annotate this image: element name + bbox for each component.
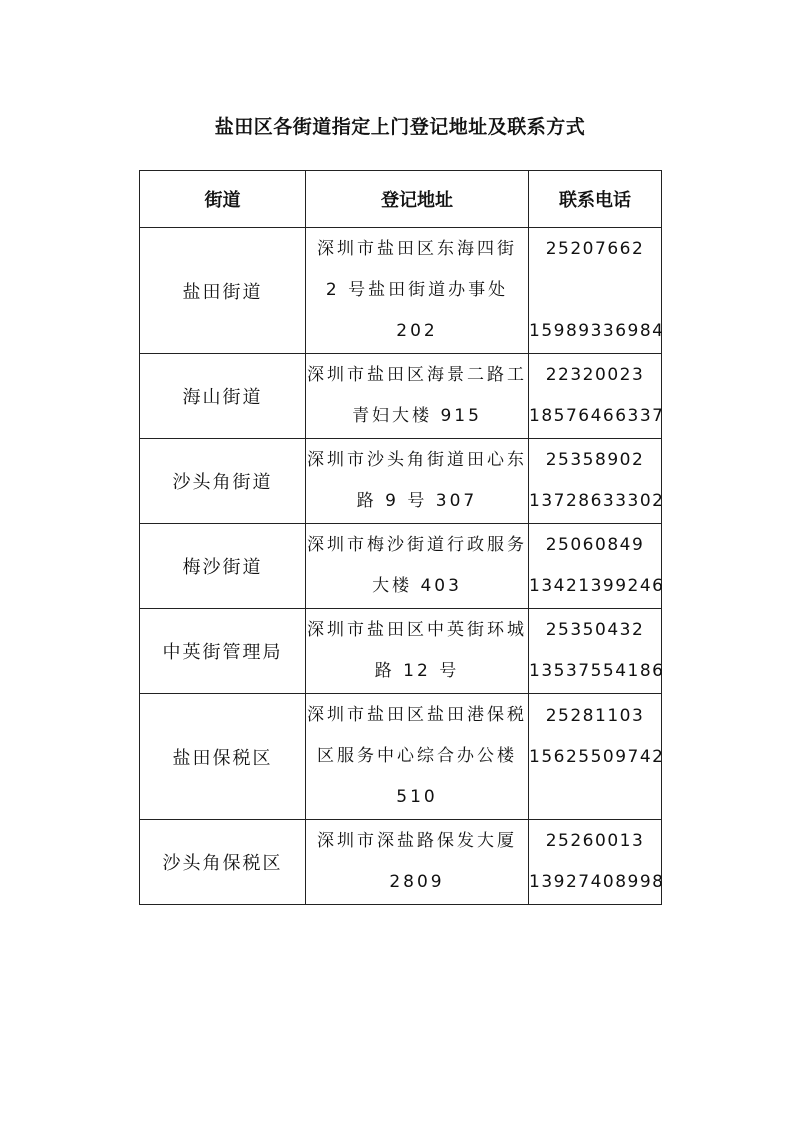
landline-number: 25350432 (545, 620, 645, 640)
address-cell: 深圳市盐田区中英街环城路 12 号 (306, 609, 529, 694)
address-cell: 深圳市盐田区海景二路工青妇大楼 915 (306, 354, 529, 439)
header-street: 街道 (140, 171, 306, 228)
landline-number: 25260013 (545, 831, 645, 851)
address-cell: 深圳市盐田区东海四街 2 号盐田街道办事处 202 (306, 228, 529, 354)
mobile-number: 13421399246 (529, 576, 665, 596)
street-cell: 盐田街道 (140, 228, 306, 354)
mobile-number: 13927408998 (529, 872, 665, 892)
phone-cell (529, 524, 665, 609)
landline-number: 25207662 (545, 239, 645, 259)
street-cell: 海山街道 (140, 354, 306, 439)
landline-number: 25281103 (545, 706, 645, 726)
phone-cell (529, 439, 665, 524)
mobile-number: 13537554186 (529, 661, 665, 681)
mobile-number: 13728633302 (529, 491, 665, 511)
page-title: 盐田区各街道指定上门登记地址及联系方式 (214, 116, 586, 138)
table-row (140, 354, 662, 439)
phone-cell (529, 694, 665, 820)
landline-number: 25060849 (545, 535, 645, 555)
landline-number: 25358902 (545, 450, 645, 470)
address-cell: 深圳市盐田区盐田港保税区服务中心综合办公楼 510 (306, 694, 529, 820)
address-cell: 深圳市梅沙街道行政服务大楼 403 (306, 524, 529, 609)
address-cell: 深圳市沙头角街道田心东路 9 号 307 (306, 439, 529, 524)
mobile-number: 18576466337 (529, 406, 665, 426)
table-row (140, 694, 662, 820)
street-cell: 沙头角街道 (140, 439, 306, 524)
header-phone: 联系电话 (529, 171, 662, 228)
registration-table (139, 170, 665, 905)
table-header-row (140, 171, 662, 228)
street-cell: 梅沙街道 (140, 524, 306, 609)
street-cell: 中英街管理局 (140, 609, 306, 694)
landline-number: 22320023 (545, 365, 645, 385)
phone-cell (529, 609, 665, 694)
street-cell: 盐田保税区 (140, 694, 306, 820)
table-row (140, 439, 662, 524)
phone-cell (529, 820, 665, 905)
phone-cell (529, 228, 665, 354)
street-cell: 沙头角保税区 (140, 820, 306, 905)
table-row (140, 820, 662, 905)
mobile-number: 15989336984 (529, 321, 665, 341)
address-cell: 深圳市深盐路保发大厦 2809 (306, 820, 529, 905)
table-row (140, 228, 662, 354)
table-row (140, 609, 662, 694)
mobile-number: 15625509742 (529, 747, 665, 767)
header-address: 登记地址 (306, 171, 529, 228)
table-row (140, 524, 662, 609)
phone-cell (529, 354, 665, 439)
